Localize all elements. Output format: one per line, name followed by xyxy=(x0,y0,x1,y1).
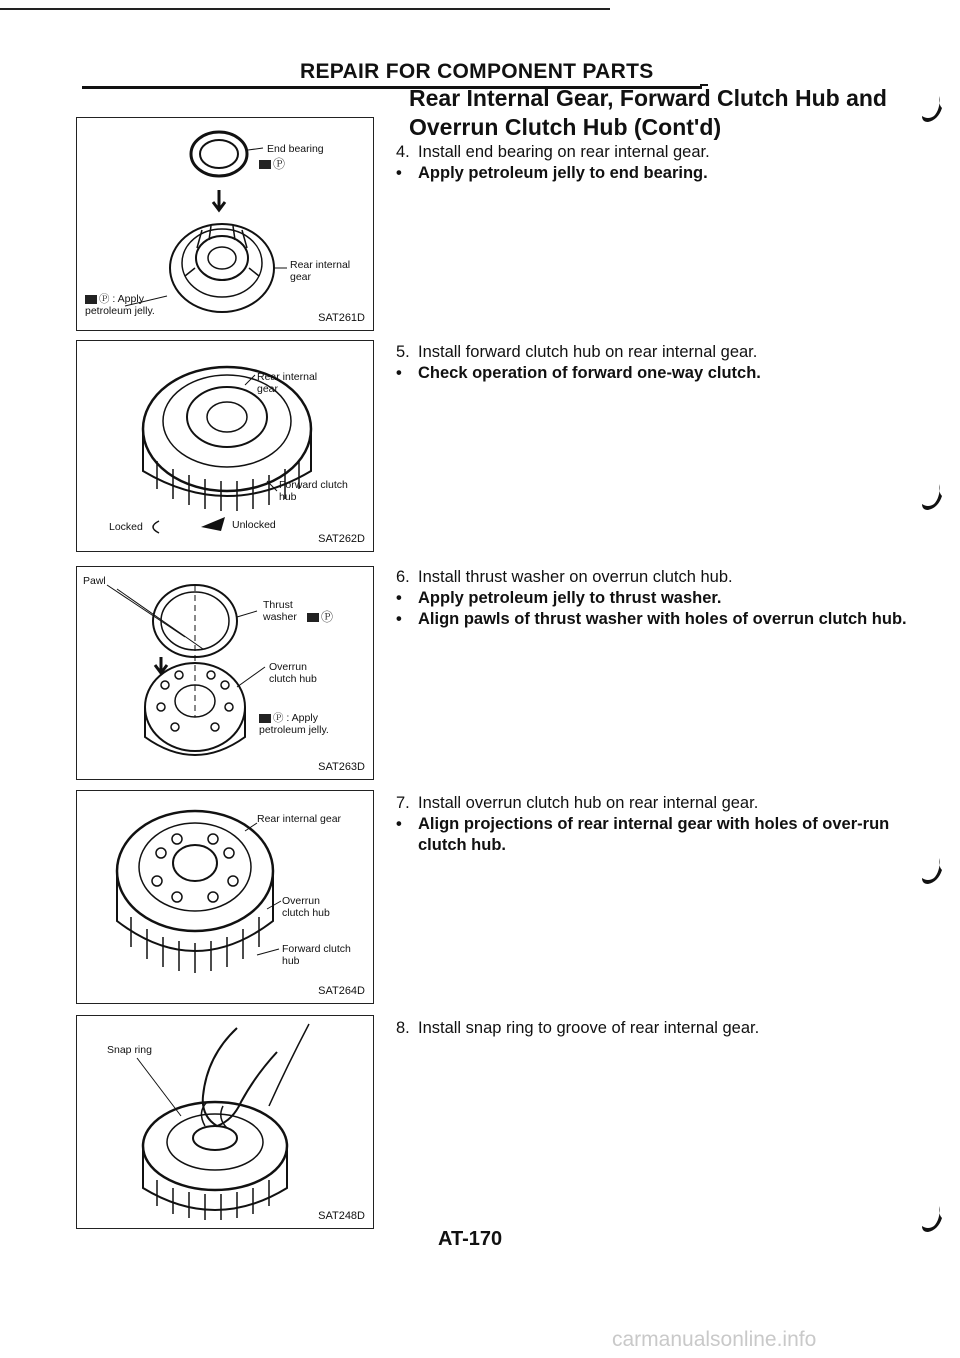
figure-code: SAT263D xyxy=(318,761,365,773)
step-7 xyxy=(396,793,916,856)
step-text: Install thrust washer on overrun clutch hub. xyxy=(418,568,733,586)
page-number: AT-170 xyxy=(438,1228,503,1250)
check-mark-icon xyxy=(918,1200,948,1240)
rear-internal-gear-label: Rear internal gear xyxy=(290,259,351,283)
rear-internal-gear-label: Rear internal gear xyxy=(257,813,342,825)
petroleum-jelly-icon xyxy=(259,160,271,169)
check-mark-icon xyxy=(918,478,948,518)
rear-internal-gear-label: Rear internal gear xyxy=(257,371,318,395)
figure-code: SAT261D xyxy=(318,312,365,324)
forward-clutch-hub-label: Forward clutch hub xyxy=(279,479,348,503)
thrust-washer-illustration xyxy=(77,567,373,779)
step-number: 7. xyxy=(396,794,410,812)
forward-clutch-hub-label: Forward clutch hub xyxy=(282,943,351,967)
overrun-clutch-hub-label: Overrun clutch hub xyxy=(269,661,317,685)
bullet-icon: • xyxy=(396,815,402,833)
check-mark-icon xyxy=(918,90,948,130)
top-rule xyxy=(0,8,610,10)
step-4 xyxy=(396,142,916,184)
step-number: 6. xyxy=(396,568,410,586)
step-bullet: Align pawls of thrust washer with holes of overrun clutch hub. xyxy=(418,610,907,628)
page-header: REPAIR FOR COMPONENT PARTS xyxy=(300,60,654,83)
step-6 xyxy=(396,567,916,630)
step-bullet: Apply petroleum jelly to end bearing. xyxy=(418,164,708,182)
petroleum-jelly-label xyxy=(259,158,285,170)
petroleum-jelly-icon xyxy=(307,613,319,622)
apply-note-text: Ⓟ : Apply petroleum jelly. xyxy=(85,293,155,317)
pawl-label: Pawl xyxy=(83,575,106,587)
bullet-icon: • xyxy=(396,364,402,382)
step-text: Install snap ring to groove of rear internal gear. xyxy=(418,1019,760,1037)
unlocked-label: Unlocked xyxy=(232,519,276,531)
bullet-icon: • xyxy=(396,164,402,182)
end-bearing-label: End bearing xyxy=(267,143,324,155)
apply-note xyxy=(85,293,157,317)
thrust-washer-label: Thrust washer xyxy=(263,599,297,623)
figure-code: SAT264D xyxy=(318,985,365,997)
step-8 xyxy=(396,1018,916,1039)
step-text: Install forward clutch hub on rear internal gear. xyxy=(418,343,758,361)
figure-snap-ring xyxy=(76,1015,374,1229)
petroleum-jelly-label xyxy=(307,611,333,623)
apply-note-text: Ⓟ : Apply petroleum jelly. xyxy=(259,712,329,736)
figure-forward-clutch-hub xyxy=(76,340,374,552)
figure-overrun-clutch-hub xyxy=(76,790,374,1004)
petroleum-jelly-icon xyxy=(259,714,271,723)
watermark: carmanualsonline.info xyxy=(612,1328,817,1351)
snap-ring-label: Snap ring xyxy=(107,1044,152,1056)
bullet-icon: • xyxy=(396,610,402,628)
petroleum-jelly-icon xyxy=(85,295,97,304)
step-number: 5. xyxy=(396,343,410,361)
bullet-icon: • xyxy=(396,589,402,607)
p-mark: Ⓟ xyxy=(273,157,286,171)
figure-code: SAT262D xyxy=(318,533,365,545)
step-5 xyxy=(396,342,916,384)
section-title-line1: Rear Internal Gear, Forward Clutch Hub and xyxy=(409,85,887,111)
section-title xyxy=(409,84,929,142)
overrun-clutch-hub-label: Overrun clutch hub xyxy=(282,895,330,919)
step-bullet: Align projections of rear internal gear with holes of over-run clutch hub. xyxy=(418,815,890,854)
figure-thrust-washer xyxy=(76,566,374,780)
step-bullet: Check operation of forward one-way clutch. xyxy=(418,364,761,382)
figure-code: SAT248D xyxy=(318,1210,365,1222)
step-number: 8. xyxy=(396,1019,410,1037)
step-number: 4. xyxy=(396,143,410,161)
section-title-line2: Overrun Clutch Hub (Cont'd) xyxy=(409,114,722,140)
check-mark-icon xyxy=(918,852,948,892)
locked-label: Locked xyxy=(109,521,143,533)
figure-end-bearing xyxy=(76,117,374,331)
p-mark: Ⓟ xyxy=(321,610,334,624)
step-text: Install end bearing on rear internal gear. xyxy=(418,143,710,161)
step-bullet: Apply petroleum jelly to thrust washer. xyxy=(418,589,722,607)
apply-note xyxy=(259,712,359,736)
step-text: Install overrun clutch hub on rear internal gear. xyxy=(418,794,759,812)
